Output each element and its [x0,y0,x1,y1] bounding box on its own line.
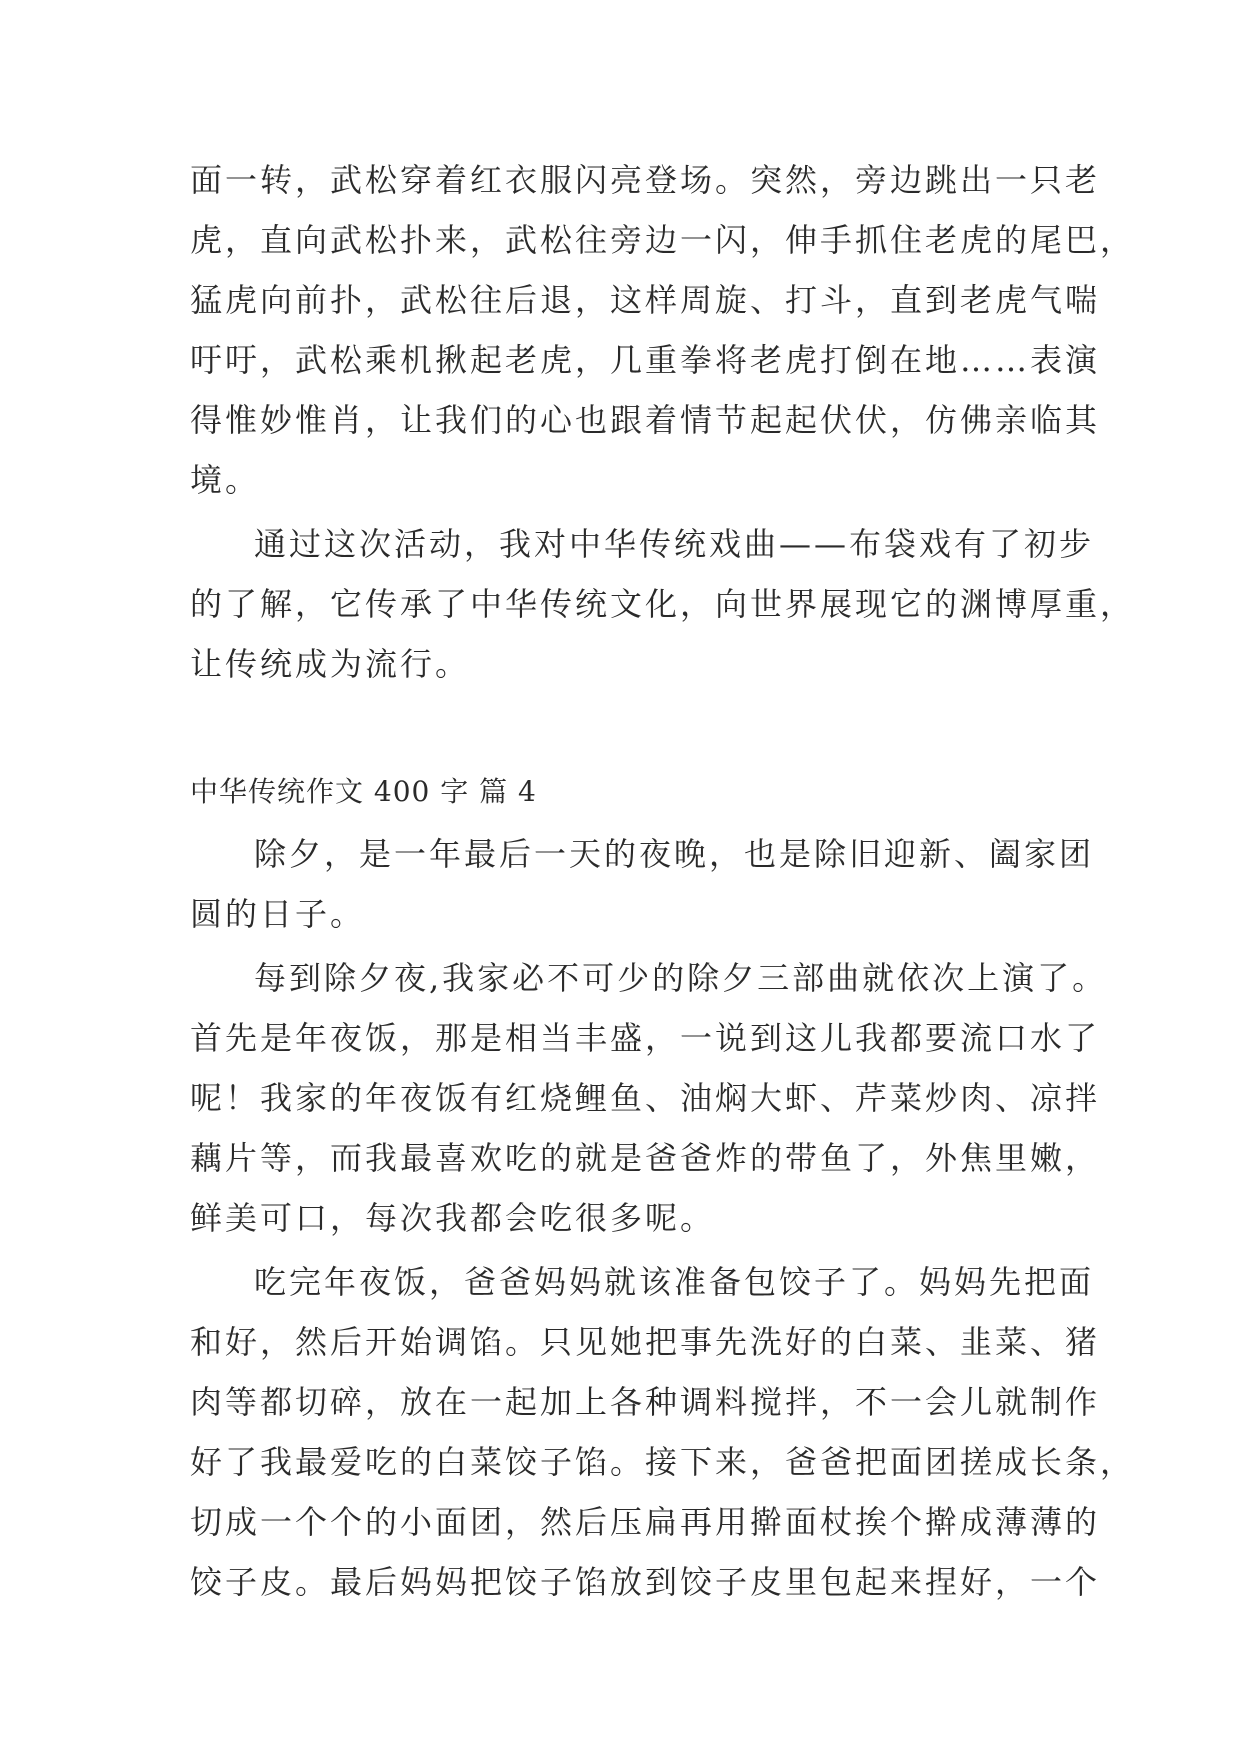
section-heading: 中华传统作文 400 字 篇 4 [190,775,537,808]
text-line: 藕片等，而我最喜欢吃的就是爸爸炸的带鱼了，外焦里嫩， [190,1139,1101,1177]
text-line: 鲜美可口，每次我都会吃很多呢。 [190,1199,716,1237]
text-line: 和好，然后开始调馅。只见她把事先洗好的白菜、韭菜、猪 [190,1323,1101,1361]
text-line: 吁吁，武松乘机揪起老虎，几重拳将老虎打倒在地……表演 [190,341,1101,379]
text-line: 吃完年夜饭，爸爸妈妈就该准备包饺子了。妈妈先把面 [254,1263,1095,1301]
text-line: 让传统成为流行。 [190,645,471,683]
text-line: 猛虎向前扑，武松往后退，这样周旋、打斗，直到老虎气喘 [190,281,1101,319]
text-line: 呢！我家的年夜饭有红烧鲤鱼、油焖大虾、芹菜炒肉、凉拌 [190,1079,1101,1117]
text-line: 通过这次活动，我对中华传统戏曲——布袋戏有了初步 [254,525,1095,563]
text-line: 得惟妙惟肖，让我们的心也跟着情节起起伏伏，仿佛亲临其 [190,401,1101,439]
text-line: 饺子皮。最后妈妈把饺子馅放到饺子皮里包起来捏好，一个 [190,1563,1101,1601]
text-line: 虎，直向武松扑来，武松往旁边一闪，伸手抓住老虎的尾巴， [190,221,1136,259]
text-line: 境。 [190,461,261,499]
text-line: 的了解，它传承了中华传统文化，向世界展现它的渊博厚重， [190,585,1136,623]
text-line: 除夕，是一年最后一天的夜晚，也是除旧迎新、阖家团 [254,835,1095,873]
text-line: 圆的日子。 [190,895,366,933]
text-line: 好了我最爱吃的白菜饺子馅。接下来，爸爸把面团搓成长条， [190,1443,1136,1481]
text-line: 肉等都切碎，放在一起加上各种调料搅拌，不一会儿就制作 [190,1383,1101,1421]
text-line: 面一转，武松穿着红衣服闪亮登场。突然，旁边跳出一只老 [190,161,1101,199]
text-line: 首先是年夜饭，那是相当丰盛，一说到这儿我都要流口水了 [190,1019,1101,1057]
text-line: 每到除夕夜,我家必不可少的除夕三部曲就依次上演了。 [254,959,1108,997]
text-line: 切成一个个的小面团，然后压扁再用擀面杖挨个擀成薄薄的 [190,1503,1101,1541]
